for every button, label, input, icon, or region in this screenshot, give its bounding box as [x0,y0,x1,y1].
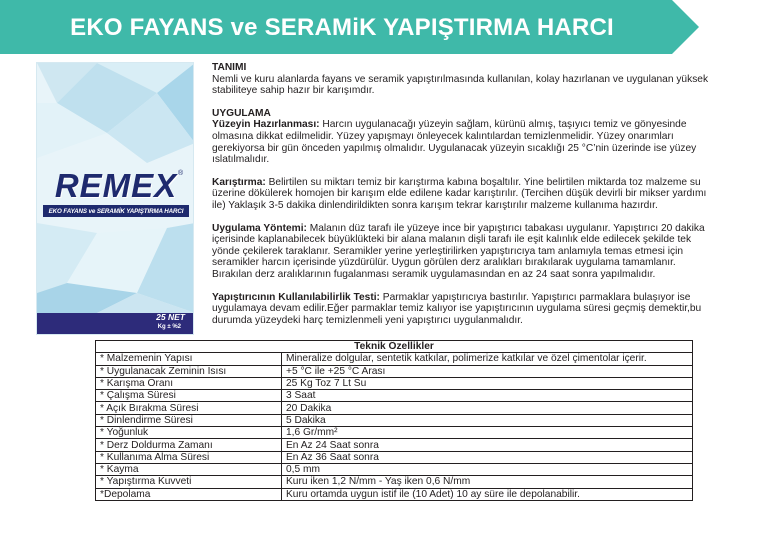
table-row [96,353,693,365]
paragraph-label: Karıştırma: [212,176,266,188]
paragraph-text: Parmaklar yapıştırıcıya bastırılır. Yapıştırıcı parmaklara bulaşıyor ise uygulamaya devam edilir.Eğer parmaklar temiz kalıyor ise yapıştırıcının uygulama süresi geçmiş demektir,bu durumda yüzeydeki harç temizlenmeli yeni yapıştırıcı uygulanmalıdır. [212,291,702,326]
spec-value: 1,6 Gr/mm² [282,427,693,439]
spec-value: Kuru ortamda uygun istif ile (10 Adet) 10 ay süre ile depolanabilir. [282,488,693,500]
title-banner [0,0,700,55]
paragraph [212,292,717,327]
section-title: TANIMI [212,62,247,73]
spec-value: 25 Kg Toz 7 Lt Su [282,377,693,389]
spec-key: * Kayma [96,463,282,475]
section-text: Nemli ve kuru alanlarda fayans ve seramik yapıştırılmasında kullanılan, kolay hazırlanan ve uygulanan yüksek stabiliteye sahip hazır bir karışımdır. [212,73,709,97]
description-content [212,62,717,337]
spec-key: * Dinlendirme Süresi [96,414,282,426]
spec-key: *Depolama [96,488,282,500]
spec-key: * Çalışma Süresi [96,390,282,402]
section-karistirma [212,177,717,212]
table-row [96,377,693,389]
spec-key: * Kullanıma Alma Süresi [96,451,282,463]
section-title: UYGULAMA [212,107,271,119]
spec-value: En Az 24 Saat sonra [282,439,693,451]
table-row [96,365,693,377]
spec-value: 3 Saat [282,390,693,402]
tech-specs-table [95,340,693,501]
section-test [212,292,717,327]
table-row [96,451,693,463]
spec-key: * Derz Doldurma Zamanı [96,439,282,451]
table-row [96,476,693,488]
paragraph-label: Yüzeyin Hazırlanması: [212,119,320,131]
product-subtitle: EKO FAYANS ve SERAMİK YAPIŞTIRMA HARCI [43,205,189,217]
paragraph-label: Uygulama Yöntemi: [212,222,307,234]
net-weight-tolerance: Kg ± %2 [157,324,181,330]
page-title: EKO FAYANS ve SERAMiK YAPIŞTIRMA HARCI [70,13,614,41]
product-package-image [36,62,194,335]
table-row [96,439,693,451]
table-row [96,414,693,426]
table-row [96,463,693,475]
registered-mark: ® [178,170,184,177]
spec-key: * Karışma Oranı [96,377,282,389]
spec-value: 5 Dakika [282,414,693,426]
table-header-row [96,341,693,353]
section-uygulama [212,108,717,166]
table-row [96,402,693,414]
spec-value: Mineralize dolgular, sentetik katkılar, polimerize katkılar ve özel çimentolar içerir. [282,353,693,365]
brand-logo: REMEX [54,167,178,204]
spec-value: 0,5 mm [282,463,693,475]
paragraph [212,119,717,165]
section-tanimi [212,62,717,97]
spec-key: * Yapıştırma Kuvveti [96,476,282,488]
spec-value: Kuru iken 1,2 N/mm - Yaş iken 0,6 N/mm [282,476,693,488]
spec-key: * Açık Bırakma Süresi [96,402,282,414]
table-row [96,488,693,500]
paragraph-text: Malanın düz tarafı ile yüzeye ince bir yapıştırıcı tabakası uygulanır. Yapıştırıcı 20 dakika içerisinde kaplanabilecek büyüklükteki bir alana malanın dişli tarafı ile eşit kalınlık elde edilecek şekilde tek yönde çekilerek taraklanır. Seramikler yerine yerleştirilirken yapıştırıcıya tam anlamıyla temas etmesi için seramikler harcın içerisinde yüzdürülür. Uygun görülen derz aralıkları bırakılarak uygulama tamamlanır. Bırakılan derz aralıklarının fugalanması seramik uygulamasından en az 24 saat sonra yapılmalıdır. [212,222,705,280]
paragraph-label: Yapıştırıcının Kullanılabilirlik Testi: [212,291,380,303]
table-title: Teknik Özellikler [96,341,693,353]
table-row [96,427,693,439]
spec-key: * Uygulanacak Zeminin Isısı [96,365,282,377]
paragraph-text: Harcın uygulanacağı yüzeyin sağlam, kürünü almış, taşıyıcı temiz ve gönyesinde olmasına dikkat edilmelidir. Yüzey yapışmayı önleyecek kalıntılardan temizlenmelidir. Yüzey onarımları gerekiyorsa bir gün önceden yapılmış olmalıdır. Uygulanacak yüzeyin sıcaklığı 25 °C’nin üzerinde ise yüzey ıslatılmalıdır. [212,119,697,166]
paragraph [212,177,717,212]
net-weight: 25 NET [156,312,185,322]
section-uygulama-yontemi [212,223,717,281]
paragraph-text: Belirtilen su miktarı temiz bir karıştırma kabına boşaltılır. Yine belirtilen miktarda toz malzeme su üzerine dökülerek homojen bir karışım elde edilene kadar karıştırılır. (Tercihen düşük devirli bir mikser yardımı ile) Yaklaşık 3-5 dakika dinlendirildikten sonra karışım tekrar karıştırılır malzeme kullanıma hazırdır. [212,176,707,211]
spec-key: * Malzemenin Yapısı [96,353,282,365]
spec-value: +5 °C ile +25 °C Arası [282,365,693,377]
spec-value: En Az 36 Saat sonra [282,451,693,463]
spec-value: 20 Dakika [282,402,693,414]
table-row [96,390,693,402]
spec-key: * Yoğunluk [96,427,282,439]
paragraph [212,223,717,281]
